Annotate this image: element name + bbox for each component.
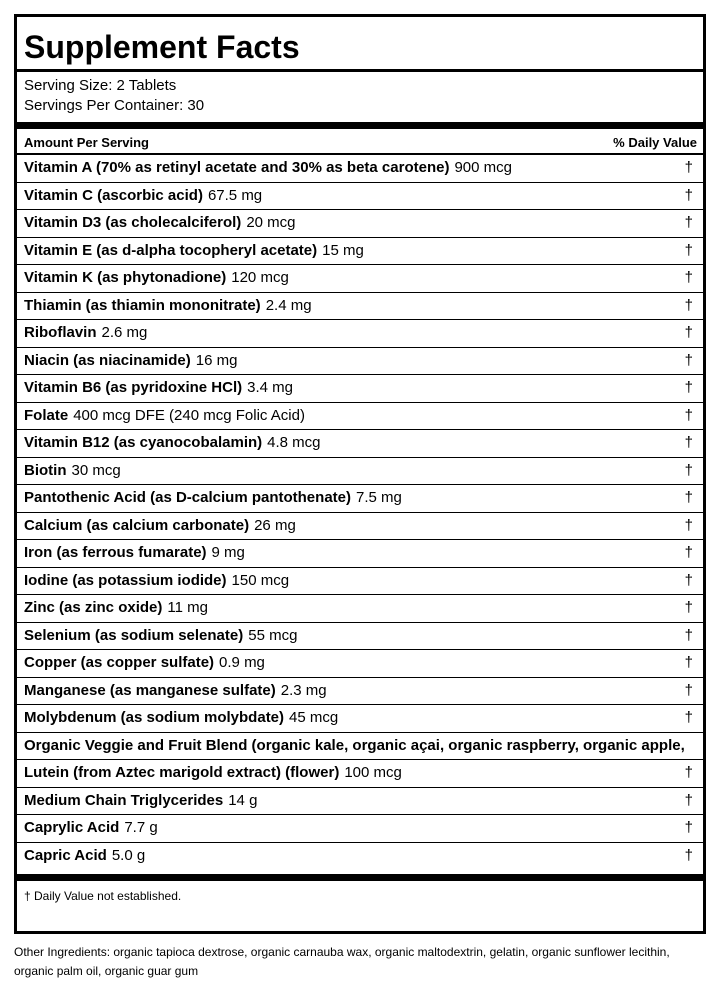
- nutrient-name: Pantothenic Acid (as D-calcium pantothenate): [24, 489, 351, 506]
- nutrient-name: Manganese (as manganese sulfate): [24, 681, 276, 699]
- nutrient-name: Iodine (as potassium iodide): [24, 571, 227, 589]
- nutrient-name: Calcium (as calcium carbonate): [24, 516, 250, 534]
- nutrient-daily-value: †: [684, 214, 693, 231]
- nutrient-row: [17, 568, 703, 596]
- amount-header-row: [24, 132, 697, 154]
- nutrient-amount: 67.5 mg: [207, 186, 263, 204]
- nutrient-amount: 900 mcg: [454, 159, 513, 176]
- other-ingredients: Other Ingredients: organic tapioca dextrose, organic carnauba wax, organic maltodextrin, gelatin, organic sunflower lecithin, organic palm oil, organic guar gum: [14, 945, 670, 978]
- nutrient-amount: 400 mcg DFE (240 mcg Folic Acid): [73, 406, 305, 424]
- nutrient-label: [24, 293, 312, 319]
- nutrient-daily-value: †: [684, 709, 693, 726]
- nutrient-label: [24, 320, 147, 346]
- nutrient-name: Vitamin K (as phytonadione): [24, 269, 227, 286]
- nutrient-row: [17, 210, 703, 238]
- nutrient-daily-value: †: [684, 544, 693, 561]
- nutrient-daily-value: †: [684, 461, 693, 479]
- nutrient-name: Vitamin B6 (as pyridoxine HCl): [24, 379, 243, 396]
- nutrient-row: [17, 183, 703, 211]
- nutrient-label: [24, 155, 512, 181]
- nutrient-row: [17, 540, 703, 568]
- nutrient-daily-value: †: [684, 791, 693, 809]
- nutrient-daily-value: †: [684, 324, 693, 341]
- nutrient-amount: 2.3 mg: [280, 681, 327, 699]
- nutrient-label: [24, 238, 364, 264]
- title-rule: [17, 69, 703, 72]
- nutrient-label: [24, 183, 262, 209]
- nutrient-amount: 26 mg: [254, 516, 296, 534]
- amount-per-serving-label: Amount Per Serving: [24, 135, 149, 150]
- nutrient-daily-value: †: [684, 571, 693, 589]
- daily-value-header: % Daily Value: [613, 135, 697, 150]
- nutrient-amount: 100 mcg: [344, 764, 402, 781]
- nutrient-daily-value: †: [684, 654, 693, 671]
- nutrient-row: [17, 238, 703, 266]
- servings-per-container: Servings Per Container: 30: [24, 97, 205, 114]
- nutrient-row: [17, 458, 703, 486]
- nutrient-amount: 9 mg: [211, 544, 245, 561]
- nutrient-label: [24, 403, 305, 429]
- nutrient-name: Vitamin E (as d-alpha tocopheryl acetate): [24, 241, 318, 259]
- nutrient-daily-value: †: [684, 489, 693, 506]
- thick-rule-top: [17, 122, 703, 129]
- nutrient-daily-value: †: [684, 516, 693, 534]
- nutrient-row: [17, 265, 703, 293]
- nutrient-label: [24, 210, 296, 236]
- nutrient-daily-value: †: [684, 434, 693, 451]
- nutrient-daily-value: †: [684, 406, 693, 424]
- nutrient-name: Caprylic Acid: [24, 819, 120, 836]
- serving-info: [24, 76, 204, 116]
- nutrient-name: Vitamin B12 (as cyanocobalamin): [24, 434, 263, 451]
- nutrient-label: [24, 540, 245, 566]
- nutrient-daily-value: †: [684, 819, 693, 836]
- footnote: † Daily Value not established.: [24, 889, 182, 903]
- nutrient-amount: 5.0 g: [111, 846, 146, 864]
- nutrient-name: Vitamin A (70% as retinyl acetate and 30% as beta carotene): [24, 159, 450, 176]
- nutrient-row: [17, 320, 703, 348]
- nutrient-row: [17, 678, 703, 706]
- nutrient-daily-value: †: [684, 186, 693, 204]
- nutrient-amount: 15 mg: [322, 241, 364, 259]
- nutrient-amount: 20 mcg: [246, 214, 296, 231]
- nutrient-label: [24, 458, 121, 484]
- nutrient-label: [24, 568, 289, 594]
- thick-rule-bottom: [17, 874, 703, 881]
- nutrient-amount: 150 mcg: [231, 571, 290, 589]
- nutrient-name: Folate: [24, 406, 69, 424]
- nutrient-daily-value: †: [684, 626, 693, 644]
- nutrient-row: [17, 650, 703, 678]
- nutrient-label: [24, 348, 237, 374]
- nutrient-label: [24, 513, 296, 539]
- nutrient-label: [24, 485, 402, 511]
- nutrient-daily-value: †: [684, 159, 693, 176]
- nutrient-name: Iron (as ferrous fumarate): [24, 544, 207, 561]
- nutrient-label: [24, 843, 145, 869]
- nutrient-row: [17, 843, 703, 871]
- nutrient-amount: 45 mcg: [289, 709, 339, 726]
- nutrient-amount: 120 mcg: [231, 269, 289, 286]
- nutrient-row: [17, 155, 703, 183]
- nutrient-daily-value: †: [684, 681, 693, 699]
- nutrient-name: Lutein (from Aztec marigold extract) (flower): [24, 764, 340, 781]
- nutrient-amount: 16 mg: [195, 351, 238, 369]
- nutrient-row: [17, 430, 703, 458]
- nutrient-name: Vitamin D3 (as cholecalciferol): [24, 214, 242, 231]
- nutrient-name: Medium Chain Triglycerides: [24, 791, 224, 809]
- nutrient-amount: 3.4 mg: [247, 379, 293, 396]
- nutrient-row: [17, 733, 703, 761]
- nutrient-row: [17, 485, 703, 513]
- nutrient-daily-value: †: [684, 351, 693, 369]
- nutrient-daily-value: †: [684, 296, 693, 314]
- nutrient-amount: 7.7 g: [124, 819, 158, 836]
- nutrient-label: [24, 375, 293, 401]
- nutrient-daily-value: †: [684, 846, 693, 864]
- nutrient-name: Capric Acid: [24, 846, 107, 864]
- nutrient-name: Copper (as copper sulfate): [24, 654, 215, 671]
- panel-title: Supplement Facts: [24, 29, 300, 65]
- nutrient-name: Zinc (as zinc oxide): [24, 599, 163, 616]
- nutrient-amount: 14 g: [228, 791, 258, 809]
- nutrient-label: [24, 623, 297, 649]
- nutrient-label: [24, 788, 257, 814]
- serving-size: Serving Size: 2 Tablets: [24, 77, 177, 94]
- nutrient-daily-value: †: [684, 599, 693, 616]
- nutrient-name: Riboflavin: [24, 324, 97, 341]
- nutrient-row: [17, 293, 703, 321]
- nutrient-amount: 7.5 mg: [356, 489, 402, 506]
- nutrient-amount: 11 mg: [167, 599, 208, 616]
- supplement-facts-panel: [14, 14, 706, 934]
- nutrient-row: [17, 760, 703, 788]
- nutrient-amount: 4.8 mcg: [267, 434, 321, 451]
- nutrient-name: Niacin (as niacinamide): [24, 351, 191, 369]
- nutrient-name: Molybdenum (as sodium molybdate): [24, 709, 285, 726]
- nutrient-daily-value: †: [684, 379, 693, 396]
- nutrient-amount: 55 mcg: [248, 626, 298, 644]
- nutrient-row: [17, 815, 703, 843]
- nutrient-row: [17, 513, 703, 541]
- nutrient-label: [24, 265, 289, 291]
- nutrient-daily-value: †: [684, 764, 693, 781]
- nutrient-label: [24, 733, 690, 759]
- nutrient-row: [17, 348, 703, 376]
- nutrient-row: [17, 788, 703, 816]
- nutrient-row: [17, 375, 703, 403]
- nutrient-amount: 2.4 mg: [265, 296, 312, 314]
- nutrient-amount: 0.9 mg: [219, 654, 265, 671]
- nutrient-label: [24, 678, 327, 704]
- nutrient-list: [17, 155, 703, 870]
- nutrient-amount: 30 mcg: [71, 461, 121, 479]
- nutrient-name: Organic Veggie and Fruit Blend (organic kale, organic açai, organic raspberry, organic apple,: [24, 736, 685, 754]
- nutrient-label: [24, 430, 321, 456]
- nutrient-label: [24, 760, 402, 786]
- nutrient-row: [17, 705, 703, 733]
- nutrient-name: Biotin: [24, 461, 67, 479]
- nutrient-row: [17, 403, 703, 431]
- nutrient-row: [17, 623, 703, 651]
- nutrient-name: Vitamin C (ascorbic acid): [24, 186, 203, 204]
- nutrient-name: Thiamin (as thiamin mononitrate): [24, 296, 261, 314]
- nutrient-row: [17, 595, 703, 623]
- nutrient-label: [24, 705, 338, 731]
- nutrient-amount: 2.6 mg: [101, 324, 148, 341]
- nutrient-label: [24, 815, 158, 841]
- nutrient-label: [24, 595, 208, 621]
- nutrient-daily-value: †: [684, 269, 693, 286]
- nutrient-name: Selenium (as sodium selenate): [24, 626, 244, 644]
- nutrient-label: [24, 650, 265, 676]
- nutrient-daily-value: †: [684, 241, 693, 259]
